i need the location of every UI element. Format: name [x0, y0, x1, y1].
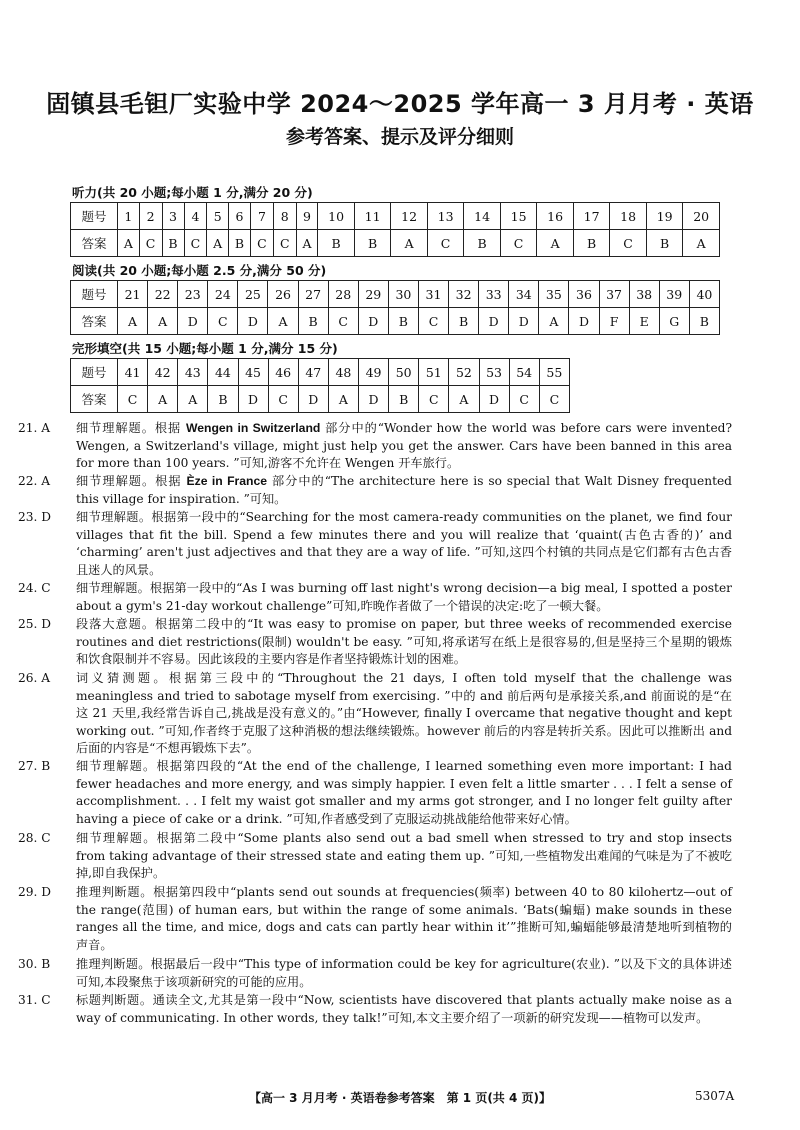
answer-row	[71, 308, 720, 335]
question-number-cell: 49	[359, 359, 389, 386]
answer-cell: B	[388, 308, 418, 335]
question-number-cell: 44	[208, 359, 238, 386]
question-number-cell: 10	[318, 203, 355, 230]
answer-cell: A	[328, 386, 358, 413]
question-number-cell: 50	[389, 359, 419, 386]
answer-cell: D	[238, 308, 268, 335]
answer-cell: C	[539, 386, 569, 413]
answer-cell: D	[479, 308, 509, 335]
explanation-item: 23. D 细节理解题。根据第一段中的“Searching for the most camera-ready communities on the planet, we find four villages that fit the bill. Spend a few minutes there and you will realize that ‘quaint(古色古香的)’ and ‘charming’ aren't just adjectives and that they are a way of life. ”可知,这四个村镇的共同点是它们都有古色古香且迷人的风景。	[18, 510, 732, 577]
answer-cell: B	[449, 308, 479, 335]
listening-section-label: 听力(共 20 小题;每小题 1 分,满分 20 分)	[72, 185, 313, 200]
page-footer: 【高一 3 月月考 · 英语卷参考答案 第 1 页(共 4 页)】	[249, 1091, 551, 1105]
answer-cell: B	[229, 230, 251, 257]
explanation-item: 28. C 细节理解题。根据第二段中“Some plants also send out a bad smell when stressed to try and stop insects from taking advantage of their stressed state and eating them up. ”可知,一些植物发出难闻的气味是为了不被吃掉,即自我保护。	[18, 831, 732, 881]
question-number-cell: 13	[427, 203, 464, 230]
question-number-cell: 17	[573, 203, 610, 230]
answer-cell: E	[629, 308, 659, 335]
page-subtitle: 参考答案、提示及评分细则	[285, 126, 514, 148]
question-number-cell: 26	[268, 281, 298, 308]
answer-row	[71, 230, 720, 257]
answer-cell: A	[207, 230, 229, 257]
item-number: 25. D	[18, 617, 52, 631]
explanation-item: 30. B 推理判断题。根据最后一段中“This type of information could be key for agriculture(农业). ”以及下文的具体讲述可知,本段聚焦于该项新研究的可能的应用。	[18, 957, 732, 989]
question-number-cell: 9	[296, 203, 318, 230]
answer-cell: B	[354, 230, 391, 257]
question-number-cell: 28	[328, 281, 358, 308]
answer-cell: D	[298, 386, 328, 413]
answer-cell: B	[464, 230, 501, 257]
question-number-cell: 31	[418, 281, 448, 308]
question-number-cell: 37	[599, 281, 629, 308]
answer-cell: A	[683, 230, 720, 257]
page-title: 固镇县毛钽厂实验中学 2024～2025 学年高一 3 月月考 · 英语	[46, 90, 754, 118]
answer-cell: C	[139, 230, 162, 257]
answer-cell: D	[509, 308, 539, 335]
question-number-row	[71, 281, 720, 308]
answer-cell: D	[359, 386, 389, 413]
question-number-cell: 2	[139, 203, 162, 230]
question-number-cell: 4	[184, 203, 207, 230]
question-number-cell: 12	[391, 203, 428, 230]
question-number-row	[71, 203, 720, 230]
answer-row	[71, 386, 570, 413]
answer-cell: A	[148, 386, 178, 413]
item-number: 30. B	[18, 957, 51, 971]
question-number-cell: 35	[539, 281, 569, 308]
question-number-cell: 54	[509, 359, 539, 386]
explanation-item: 26. A 词义猜测题。根据第三段中的“Throughout the 21 days, I often told myself that the challenge was meaningless and tried to sabotage myself from exercising. ”中的 and 前后两句是承接关系,and 前面说的是“在这 21 天里,我经常告诉自己,挑战是没有意义的。”由“However, finally I overcame that negative thought and kept working out. ”可知,作者终于克服了这种消极的想法继续锻炼。however 前后的内容是转折关系。因此可以推断出 and 后面的内容是“不想再锻炼下去”。	[18, 671, 732, 756]
document-code: 5307A	[695, 1089, 735, 1103]
answer-cell: C	[208, 308, 238, 335]
question-number-cell: 15	[500, 203, 537, 230]
answer-cell: B	[162, 230, 184, 257]
explanation-item: 21. A 细节理解题。根据 Wengen in Switzerland 部分中的“Wonder how the world was before cars were invented? Wengen, a Switzerland's village, might just help you get the answer. Cars have been banned in this area for more than 100 years. ”可知,游客不允许在 Wengen 开车旅行。	[18, 421, 733, 471]
question-number-cell: 34	[509, 281, 539, 308]
row-header: 题号	[71, 203, 118, 230]
reading-section-label: 阅读(共 20 小题;每小题 2.5 分,满分 50 分)	[72, 263, 327, 278]
answer-cell: B	[689, 308, 719, 335]
answer-cell: A	[449, 386, 479, 413]
answer-cell: B	[208, 386, 238, 413]
answer-cell: D	[178, 308, 208, 335]
question-number-cell: 7	[251, 203, 274, 230]
answer-cell: B	[573, 230, 610, 257]
answer-cell: B	[318, 230, 355, 257]
question-number-cell: 6	[229, 203, 251, 230]
question-number-cell: 43	[178, 359, 208, 386]
question-number-cell: 23	[178, 281, 208, 308]
answer-cell: A	[537, 230, 574, 257]
listening-answer-table	[70, 202, 720, 257]
question-number-cell: 24	[208, 281, 238, 308]
answer-cell: A	[268, 308, 298, 335]
question-number-cell: 3	[162, 203, 184, 230]
question-number-cell: 5	[207, 203, 229, 230]
answer-cell: A	[148, 308, 178, 335]
question-number-cell: 38	[629, 281, 659, 308]
question-number-cell: 40	[689, 281, 719, 308]
question-number-cell: 45	[238, 359, 268, 386]
question-number-cell: 14	[464, 203, 501, 230]
item-number: 31. C	[18, 993, 51, 1007]
item-number: 27. B	[18, 759, 51, 773]
explanation-item: 29. D 推理判断题。根据第四段中“plants send out sounds at frequencies(频率) between 40 to 80 kilohertz—out of the range(范围) of human ears, but within the range of some animals. ‘Bats(蝙蝠) make sounds in these ranges all the time, and mice, dogs and cats can partly hear within it’”推断可知,蝙蝠能够最清楚地听到植物的声音。	[18, 885, 732, 952]
question-number-cell: 16	[537, 203, 574, 230]
explanation-item: 25. D 段落大意题。根据第二段中的“It was easy to promise on paper, but three weeks of recommended exercise routines and diet restrictions(限制) wouldn't be easy. ”可知,将承诺写在纸上是很容易的,但是坚持三个星期的锻炼和饮食限制并不容易。因此该段的主要内容是作者坚持锻炼计划的困难。	[18, 617, 732, 667]
question-number-cell: 30	[388, 281, 418, 308]
answer-cell: A	[296, 230, 318, 257]
question-number-cell: 8	[273, 203, 296, 230]
row-header: 答案	[71, 386, 118, 413]
question-number-cell: 42	[148, 359, 178, 386]
question-number-cell: 47	[298, 359, 328, 386]
question-number-row	[71, 359, 570, 386]
row-header: 题号	[71, 281, 118, 308]
answer-cell: B	[298, 308, 328, 335]
answer-cell: C	[418, 308, 448, 335]
answer-cell: A	[118, 230, 140, 257]
question-number-cell: 48	[328, 359, 358, 386]
question-number-cell: 19	[646, 203, 683, 230]
question-number-cell: 53	[479, 359, 509, 386]
reading-answer-table	[70, 280, 720, 335]
question-number-cell: 39	[659, 281, 689, 308]
item-number: 23. D	[18, 510, 52, 524]
answer-cell: C	[427, 230, 464, 257]
item-number: 28. C	[18, 831, 51, 845]
cloze-answer-table	[70, 358, 570, 413]
explanation-item: 27. B 细节理解题。根据第四段的“At the end of the challenge, I learned something even more important: I had fewer headaches and more energy, and was simply happier. I even felt a little smarter . . . I felt a sense of accomplishment. . . I felt my waist got smaller and my arms got stronger, and I no longer felt guilty after having a piece of cake or a drink. ”可知,作者感受到了克服运动挑战能给他带来好心情。	[18, 759, 732, 826]
answer-cell: D	[479, 386, 509, 413]
answer-cell: C	[509, 386, 539, 413]
question-number-cell: 25	[238, 281, 268, 308]
answer-cell: D	[358, 308, 388, 335]
explanation-item: 22. A 细节理解题。根据 Èze in France 部分中的“The architecture here is so special that Walt Disney frequented this village for inspiration. ”可知。	[18, 474, 732, 506]
answer-cell: B	[646, 230, 683, 257]
answer-cell: D	[569, 308, 599, 335]
question-number-cell: 33	[479, 281, 509, 308]
item-number: 24. C	[18, 581, 51, 595]
item-number: 26. A	[18, 671, 51, 685]
answer-cell: C	[419, 386, 449, 413]
question-number-cell: 32	[449, 281, 479, 308]
question-number-cell: 55	[539, 359, 569, 386]
question-number-cell: 21	[118, 281, 148, 308]
question-number-cell: 29	[358, 281, 388, 308]
question-number-cell: 27	[298, 281, 328, 308]
answer-cell: C	[251, 230, 274, 257]
question-number-cell: 1	[118, 203, 140, 230]
answer-cell: C	[118, 386, 148, 413]
answer-cell: F	[599, 308, 629, 335]
answer-cell: C	[273, 230, 296, 257]
answer-cell: C	[610, 230, 647, 257]
answer-cell: B	[389, 386, 419, 413]
answer-cell: C	[268, 386, 298, 413]
question-number-cell: 20	[683, 203, 720, 230]
answer-cell: A	[391, 230, 428, 257]
question-number-cell: 18	[610, 203, 647, 230]
explanation-item: 24. C 细节理解题。根据第一段中的“As I was burning off last night's wrong decision—a big meal, I spotted a poster about a gym's 21-day workout challenge”可知,昨晚作者做了一个错误的决定:吃了一顿大餐。	[18, 581, 732, 613]
item-number: 22. A	[18, 474, 51, 488]
cloze-section-label: 完形填空(共 15 小题;每小题 1 分,满分 15 分)	[72, 341, 338, 356]
row-header: 答案	[71, 230, 118, 257]
answer-cell: C	[328, 308, 358, 335]
answer-cell: C	[500, 230, 537, 257]
answer-cell: D	[238, 386, 268, 413]
answer-cell: A	[118, 308, 148, 335]
question-number-cell: 36	[569, 281, 599, 308]
question-number-cell: 51	[419, 359, 449, 386]
question-number-cell: 11	[354, 203, 391, 230]
answer-cell: A	[178, 386, 208, 413]
question-number-cell: 22	[148, 281, 178, 308]
answer-cell: G	[659, 308, 689, 335]
answer-cell: C	[184, 230, 207, 257]
item-number: 29. D	[18, 885, 52, 899]
row-header: 题号	[71, 359, 118, 386]
question-number-cell: 41	[118, 359, 148, 386]
answer-cell: A	[539, 308, 569, 335]
explanation-item: 31. C 标题判断题。通读全文,尤其是第一段中“Now, scientists have discovered that plants actually make noise as a way of communicating. In other words, they talk!”可知,本文主要介绍了一项新的研究发现——植物可以发声。	[18, 993, 732, 1025]
item-number: 21. A	[18, 421, 51, 435]
question-number-cell: 46	[268, 359, 298, 386]
row-header: 答案	[71, 308, 118, 335]
question-number-cell: 52	[449, 359, 479, 386]
